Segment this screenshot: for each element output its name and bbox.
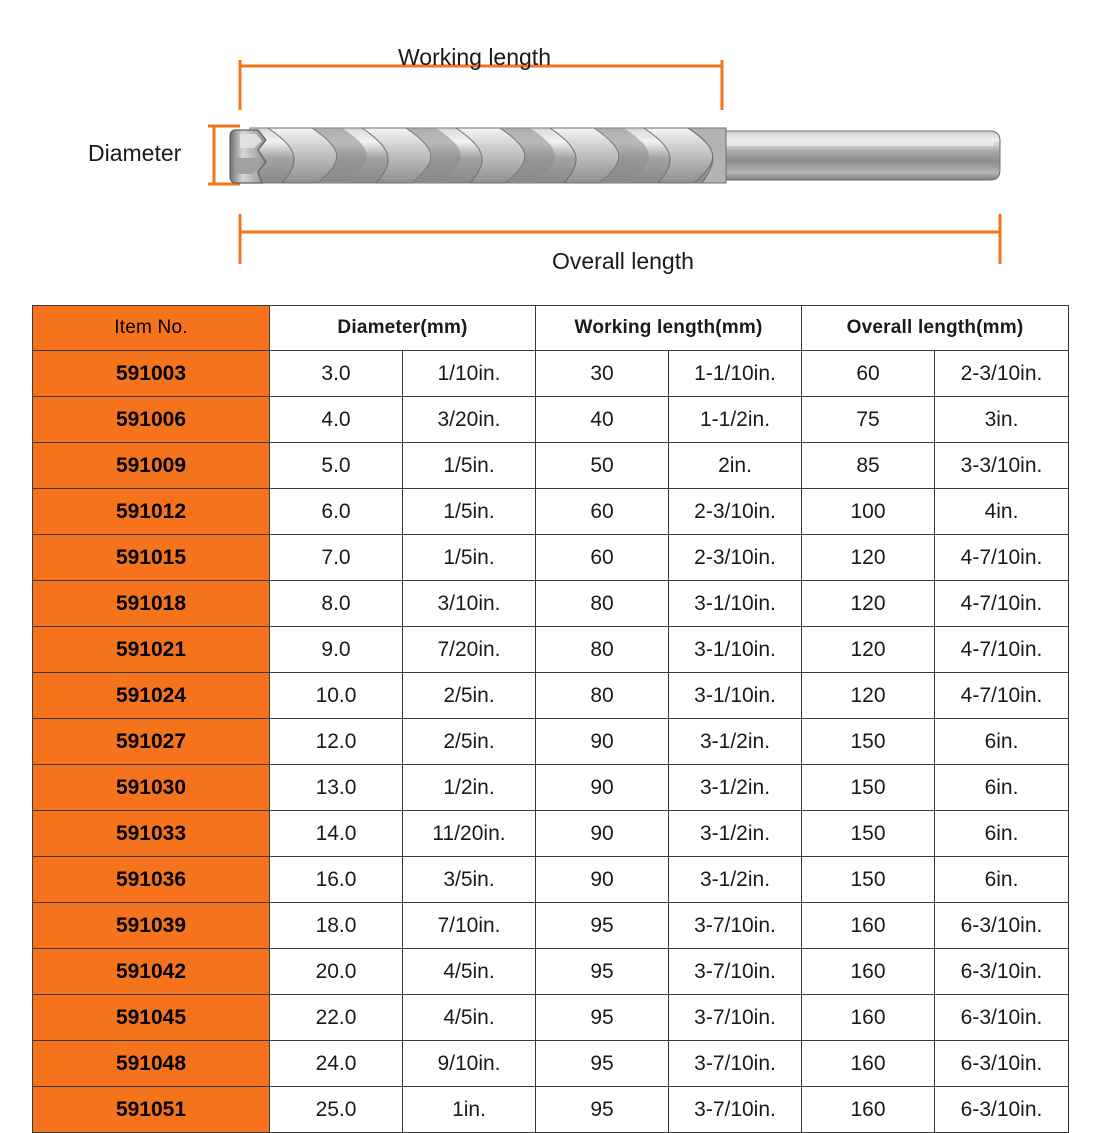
cell-overall-mm: 160 [802, 1041, 935, 1087]
cell-diameter-in: 4/5in. [403, 995, 536, 1041]
header-item-no: Item No. [33, 306, 270, 351]
cell-item-no: 591027 [33, 719, 270, 765]
cell-diameter-mm: 12.0 [270, 719, 403, 765]
specification-table-container [32, 305, 1068, 1133]
cell-working-mm: 40 [536, 397, 669, 443]
cell-diameter-in: 1/10in. [403, 351, 536, 397]
cell-diameter-in: 1/5in. [403, 443, 536, 489]
cell-working-mm: 50 [536, 443, 669, 489]
cell-diameter-mm: 20.0 [270, 949, 403, 995]
cell-overall-in: 3in. [935, 397, 1069, 443]
cell-working-in: 3-1/2in. [669, 857, 802, 903]
cell-working-in: 3-1/2in. [669, 765, 802, 811]
cell-overall-mm: 160 [802, 903, 935, 949]
cell-working-in: 3-1/10in. [669, 581, 802, 627]
cell-item-no: 591021 [33, 627, 270, 673]
cell-working-mm: 90 [536, 857, 669, 903]
cell-working-mm: 30 [536, 351, 669, 397]
cell-working-mm: 80 [536, 627, 669, 673]
cell-diameter-mm: 5.0 [270, 443, 403, 489]
cell-diameter-in: 1/5in. [403, 489, 536, 535]
cell-overall-in: 6in. [935, 719, 1069, 765]
cell-overall-in: 6in. [935, 765, 1069, 811]
cell-diameter-mm: 13.0 [270, 765, 403, 811]
cell-diameter-mm: 3.0 [270, 351, 403, 397]
table-row [33, 443, 1069, 489]
cell-diameter-mm: 4.0 [270, 397, 403, 443]
cell-diameter-mm: 14.0 [270, 811, 403, 857]
cell-diameter-mm: 6.0 [270, 489, 403, 535]
cell-item-no: 591048 [33, 1041, 270, 1087]
cell-working-mm: 90 [536, 719, 669, 765]
table-header-row [33, 306, 1069, 351]
cell-overall-in: 4in. [935, 489, 1069, 535]
cell-item-no: 591051 [33, 1087, 270, 1133]
cell-diameter-in: 11/20in. [403, 811, 536, 857]
cell-item-no: 591045 [33, 995, 270, 1041]
cell-working-mm: 95 [536, 995, 669, 1041]
cell-diameter-mm: 8.0 [270, 581, 403, 627]
cell-working-in: 3-7/10in. [669, 995, 802, 1041]
diameter-label: Diameter [88, 140, 182, 166]
cell-working-in: 3-1/10in. [669, 627, 802, 673]
cell-diameter-in: 7/10in. [403, 903, 536, 949]
cell-diameter-in: 1/5in. [403, 535, 536, 581]
cell-diameter-in: 3/10in. [403, 581, 536, 627]
cell-working-mm: 95 [536, 1087, 669, 1133]
drill-bit-diagram [0, 0, 1100, 300]
cell-working-in: 2-3/10in. [669, 489, 802, 535]
table-row [33, 903, 1069, 949]
table-row [33, 351, 1069, 397]
cell-working-in: 3-7/10in. [669, 1087, 802, 1133]
table-row [33, 857, 1069, 903]
cell-diameter-in: 9/10in. [403, 1041, 536, 1087]
table-header [33, 306, 1069, 351]
cell-overall-in: 6-3/10in. [935, 995, 1069, 1041]
cell-overall-in: 4-7/10in. [935, 673, 1069, 719]
specification-table [32, 305, 1069, 1133]
cell-diameter-mm: 18.0 [270, 903, 403, 949]
cell-working-mm: 60 [536, 489, 669, 535]
cell-diameter-in: 2/5in. [403, 673, 536, 719]
cell-working-mm: 95 [536, 903, 669, 949]
cell-diameter-in: 2/5in. [403, 719, 536, 765]
cell-diameter-in: 1/2in. [403, 765, 536, 811]
cell-diameter-mm: 7.0 [270, 535, 403, 581]
cell-overall-in: 6-3/10in. [935, 1087, 1069, 1133]
working-length-label: Working length [398, 44, 551, 70]
cell-item-no: 591003 [33, 351, 270, 397]
header-diameter: Diameter(mm) [270, 306, 536, 351]
cell-diameter-mm: 24.0 [270, 1041, 403, 1087]
cell-diameter-mm: 10.0 [270, 673, 403, 719]
cell-working-in: 3-1/2in. [669, 811, 802, 857]
cell-overall-mm: 150 [802, 719, 935, 765]
cell-overall-mm: 75 [802, 397, 935, 443]
cell-item-no: 591024 [33, 673, 270, 719]
cell-working-mm: 90 [536, 765, 669, 811]
cell-overall-mm: 60 [802, 351, 935, 397]
cell-diameter-mm: 25.0 [270, 1087, 403, 1133]
header-overall-length: Overall length(mm) [802, 306, 1069, 351]
cell-overall-in: 3-3/10in. [935, 443, 1069, 489]
table-row [33, 535, 1069, 581]
cell-diameter-mm: 22.0 [270, 995, 403, 1041]
cell-working-in: 2-3/10in. [669, 535, 802, 581]
cell-working-mm: 95 [536, 1041, 669, 1087]
table-row [33, 719, 1069, 765]
table-row [33, 581, 1069, 627]
cell-overall-mm: 100 [802, 489, 935, 535]
cell-diameter-in: 4/5in. [403, 949, 536, 995]
cell-diameter-in: 3/20in. [403, 397, 536, 443]
cell-overall-in: 6-3/10in. [935, 949, 1069, 995]
cell-item-no: 591012 [33, 489, 270, 535]
cell-working-in: 3-1/2in. [669, 719, 802, 765]
table-body [33, 351, 1069, 1133]
header-working-length: Working length(mm) [536, 306, 802, 351]
cell-item-no: 591015 [33, 535, 270, 581]
cell-overall-in: 4-7/10in. [935, 581, 1069, 627]
cell-working-mm: 80 [536, 581, 669, 627]
cell-overall-in: 4-7/10in. [935, 535, 1069, 581]
cell-diameter-in: 7/20in. [403, 627, 536, 673]
drill-bit-body [230, 128, 1000, 183]
cell-working-mm: 95 [536, 949, 669, 995]
cell-item-no: 591042 [33, 949, 270, 995]
table-row [33, 1041, 1069, 1087]
cell-overall-mm: 120 [802, 627, 935, 673]
cell-working-mm: 80 [536, 673, 669, 719]
table-row [33, 949, 1069, 995]
cell-working-in: 2in. [669, 443, 802, 489]
cell-working-in: 1-1/2in. [669, 397, 802, 443]
cell-working-mm: 90 [536, 811, 669, 857]
cell-working-in: 3-7/10in. [669, 1041, 802, 1087]
cell-item-no: 591039 [33, 903, 270, 949]
cell-item-no: 591006 [33, 397, 270, 443]
cell-diameter-in: 1in. [403, 1087, 536, 1133]
cell-working-in: 3-7/10in. [669, 903, 802, 949]
cell-overall-mm: 160 [802, 995, 935, 1041]
cell-overall-mm: 150 [802, 857, 935, 903]
cell-overall-in: 6-3/10in. [935, 903, 1069, 949]
cell-overall-mm: 160 [802, 949, 935, 995]
cell-working-mm: 60 [536, 535, 669, 581]
cell-item-no: 591030 [33, 765, 270, 811]
cell-overall-in: 4-7/10in. [935, 627, 1069, 673]
cell-working-in: 3-1/10in. [669, 673, 802, 719]
cell-overall-mm: 150 [802, 765, 935, 811]
table-row [33, 489, 1069, 535]
cell-overall-in: 6-3/10in. [935, 1041, 1069, 1087]
table-row [33, 1087, 1069, 1133]
table-row [33, 627, 1069, 673]
cell-working-in: 3-7/10in. [669, 949, 802, 995]
cell-overall-mm: 120 [802, 535, 935, 581]
overall-length-label: Overall length [552, 248, 694, 274]
cell-overall-mm: 85 [802, 443, 935, 489]
cell-diameter-in: 3/5in. [403, 857, 536, 903]
cell-overall-in: 2-3/10in. [935, 351, 1069, 397]
cell-overall-in: 6in. [935, 857, 1069, 903]
cell-overall-mm: 160 [802, 1087, 935, 1133]
cell-overall-mm: 120 [802, 673, 935, 719]
cell-item-no: 591036 [33, 857, 270, 903]
table-row [33, 765, 1069, 811]
table-row [33, 995, 1069, 1041]
cell-diameter-mm: 9.0 [270, 627, 403, 673]
cell-overall-in: 6in. [935, 811, 1069, 857]
cell-diameter-mm: 16.0 [270, 857, 403, 903]
table-row [33, 673, 1069, 719]
cell-overall-mm: 150 [802, 811, 935, 857]
table-row [33, 397, 1069, 443]
cell-item-no: 591033 [33, 811, 270, 857]
cell-item-no: 591009 [33, 443, 270, 489]
table-row [33, 811, 1069, 857]
cell-overall-mm: 120 [802, 581, 935, 627]
cell-working-in: 1-1/10in. [669, 351, 802, 397]
cell-item-no: 591018 [33, 581, 270, 627]
